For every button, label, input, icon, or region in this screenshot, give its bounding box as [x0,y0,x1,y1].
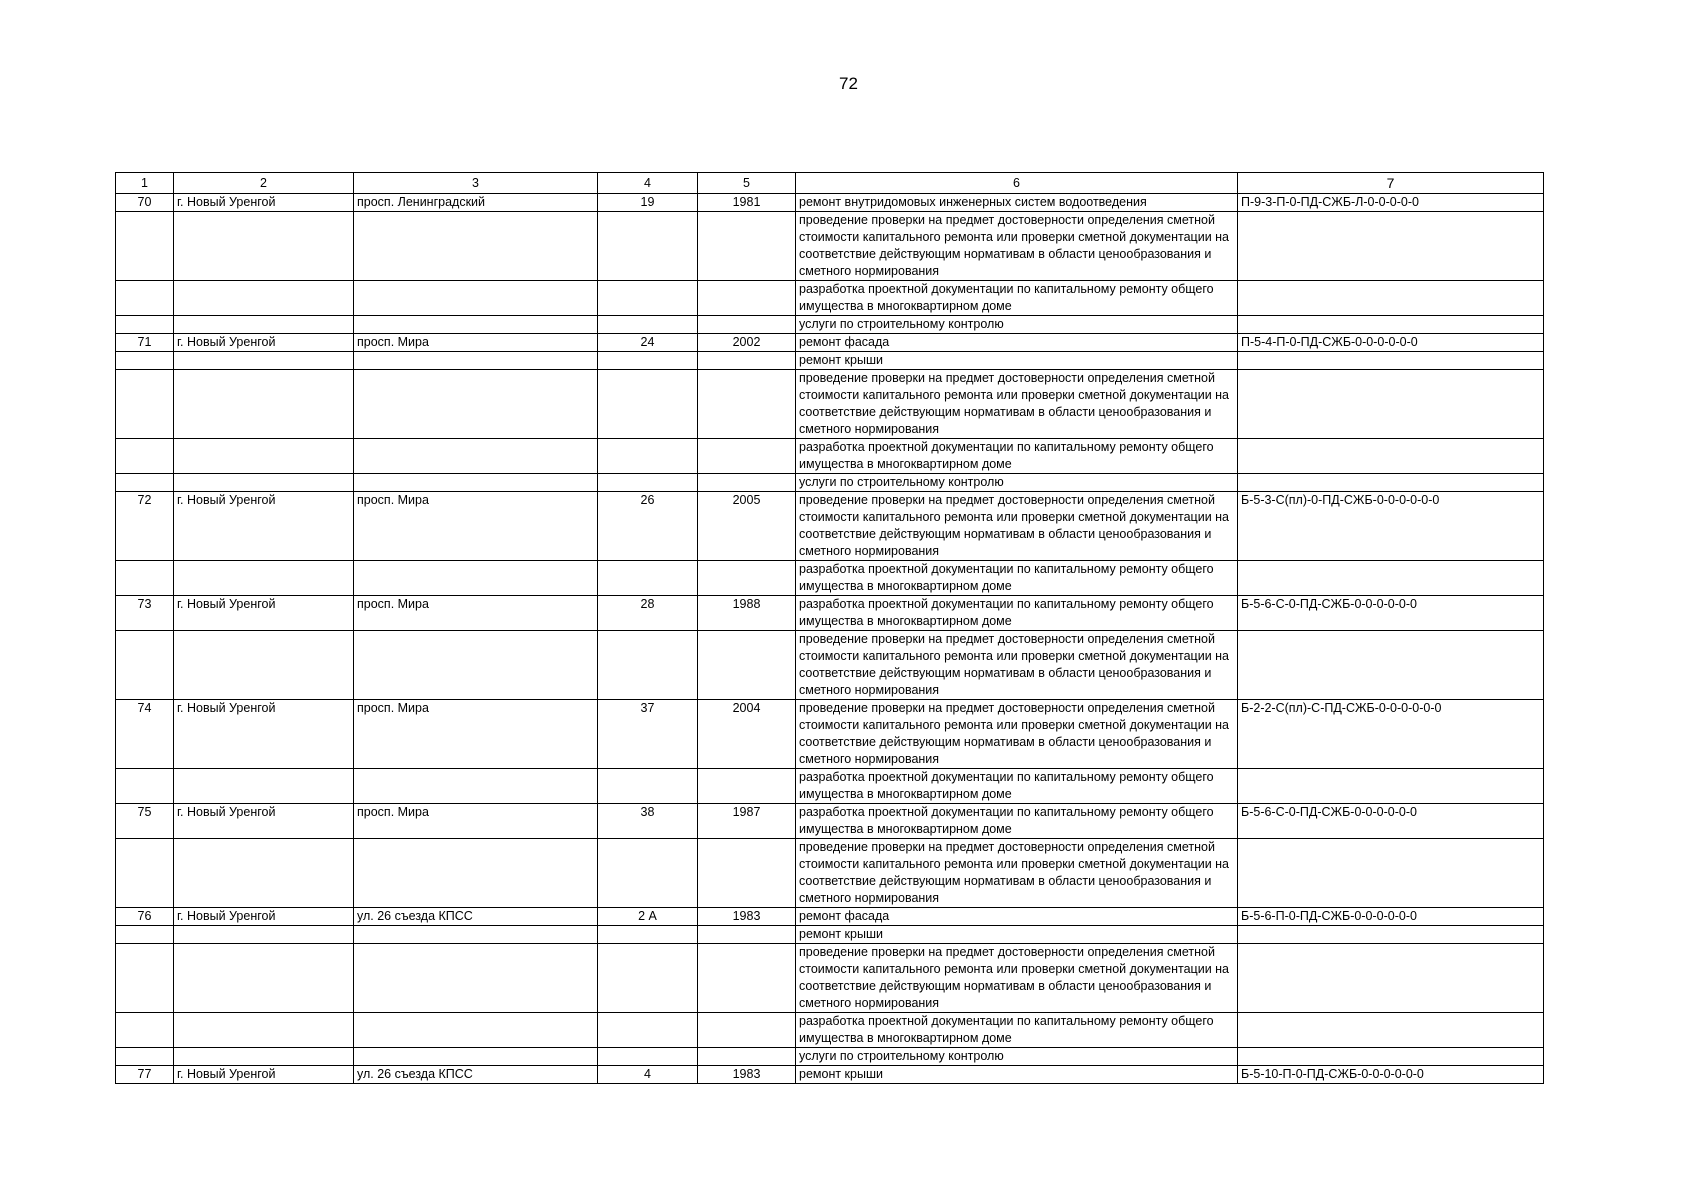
year-cell: 1988 [698,596,796,631]
year-cell: 1987 [698,804,796,839]
table-row [116,281,1544,316]
work-type-cell: разработка проектной документации по капитальному ремонту общего имущества в многоквартирном доме [796,804,1238,839]
building-code-cell: Б-2-2-С(пл)-С-ПД-СЖБ-0-0-0-0-0-0 [1238,700,1544,769]
house-number-cell [598,281,698,316]
house-number-cell: 24 [598,334,698,352]
table-row [116,194,1544,212]
street-cell: ул. 26 съезда КПСС [354,1066,598,1084]
city-cell: г. Новый Уренгой [174,334,354,352]
row-number-cell [116,1048,174,1066]
house-number-cell: 38 [598,804,698,839]
building-code-cell: П-5-4-П-0-ПД-СЖБ-0-0-0-0-0-0 [1238,334,1544,352]
street-cell [354,474,598,492]
building-code-cell [1238,839,1544,908]
house-number-cell: 19 [598,194,698,212]
city-cell [174,769,354,804]
street-cell [354,561,598,596]
house-number-cell [598,839,698,908]
row-number-cell [116,944,174,1013]
street-cell: просп. Мира [354,596,598,631]
building-code-cell: П-9-3-П-0-ПД-СЖБ-Л-0-0-0-0-0 [1238,194,1544,212]
city-cell: г. Новый Уренгой [174,596,354,631]
city-cell [174,561,354,596]
header-col-4: 4 [598,173,698,194]
building-code-cell [1238,316,1544,334]
row-number-cell [116,631,174,700]
table-row [116,631,1544,700]
street-cell [354,631,598,700]
header-col-5: 5 [698,173,796,194]
city-cell [174,1013,354,1048]
year-cell [698,474,796,492]
row-number-cell [116,439,174,474]
year-cell [698,281,796,316]
work-type-cell: услуги по строительному контролю [796,316,1238,334]
city-cell: г. Новый Уренгой [174,194,354,212]
city-cell [174,439,354,474]
work-type-cell: проведение проверки на предмет достоверности определения сметной стоимости капитального ремонта или проверки сметной документации на соответствие действующим нормативам в области ценообразования и сметного нормирования [796,700,1238,769]
city-cell [174,944,354,1013]
year-cell [698,769,796,804]
year-cell: 2004 [698,700,796,769]
row-number-cell [116,316,174,334]
table-body [116,194,1544,1084]
street-cell [354,1013,598,1048]
building-code-cell [1238,769,1544,804]
street-cell [354,352,598,370]
house-number-cell: 26 [598,492,698,561]
street-cell [354,370,598,439]
city-cell [174,839,354,908]
city-cell: г. Новый Уренгой [174,700,354,769]
row-number-cell [116,281,174,316]
header-col-7: 7 [1238,173,1544,194]
work-type-cell: проведение проверки на предмет достоверности определения сметной стоимости капитального ремонта или проверки сметной документации на соответствие действующим нормативам в области ценообразования и сметного нормирования [796,631,1238,700]
building-code-cell [1238,474,1544,492]
work-type-cell: ремонт крыши [796,926,1238,944]
row-number-cell: 70 [116,194,174,212]
house-number-cell [598,1013,698,1048]
work-type-cell: разработка проектной документации по капитальному ремонту общего имущества в многоквартирном доме [796,281,1238,316]
year-cell: 2002 [698,334,796,352]
header-col-2: 2 [174,173,354,194]
house-number-cell: 4 [598,1066,698,1084]
house-number-cell: 2 А [598,908,698,926]
row-number-cell [116,926,174,944]
row-number-cell: 77 [116,1066,174,1084]
table-row [116,352,1544,370]
work-type-cell: проведение проверки на предмет достоверности определения сметной стоимости капитального ремонта или проверки сметной документации на соответствие действующим нормативам в области ценообразования и сметного нормирования [796,212,1238,281]
house-number-cell [598,926,698,944]
house-number-cell [598,316,698,334]
house-number-cell: 37 [598,700,698,769]
row-number-cell [116,352,174,370]
year-cell [698,1013,796,1048]
city-cell [174,212,354,281]
building-code-cell: Б-5-6-П-0-ПД-СЖБ-0-0-0-0-0-0 [1238,908,1544,926]
row-number-cell [116,839,174,908]
city-cell: г. Новый Уренгой [174,492,354,561]
city-cell: г. Новый Уренгой [174,804,354,839]
city-cell [174,316,354,334]
header-col-3: 3 [354,173,598,194]
street-cell [354,769,598,804]
year-cell: 2005 [698,492,796,561]
row-number-cell [116,212,174,281]
street-cell: просп. Мира [354,700,598,769]
work-type-cell: услуги по строительному контролю [796,474,1238,492]
work-type-cell: ремонт внутридомовых инженерных систем водоотведения [796,194,1238,212]
house-number-cell [598,631,698,700]
year-cell: 1983 [698,1066,796,1084]
work-type-cell: разработка проектной документации по капитальному ремонту общего имущества в многоквартирном доме [796,439,1238,474]
row-number-cell [116,370,174,439]
work-type-cell: ремонт крыши [796,1066,1238,1084]
city-cell [174,370,354,439]
building-code-cell [1238,212,1544,281]
building-code-cell: Б-5-10-П-0-ПД-СЖБ-0-0-0-0-0-0 [1238,1066,1544,1084]
house-number-cell [598,474,698,492]
city-cell [174,631,354,700]
table-row [116,908,1544,926]
street-cell [354,212,598,281]
city-cell [174,474,354,492]
row-number-cell [116,769,174,804]
header-col-6: 6 [796,173,1238,194]
building-code-cell: Б-5-3-С(пл)-0-ПД-СЖБ-0-0-0-0-0-0 [1238,492,1544,561]
work-type-cell: разработка проектной документации по капитальному ремонту общего имущества в многоквартирном доме [796,596,1238,631]
building-code-cell: Б-5-6-С-0-ПД-СЖБ-0-0-0-0-0-0 [1238,596,1544,631]
city-cell [174,926,354,944]
building-code-cell [1238,1048,1544,1066]
street-cell: просп. Мира [354,492,598,561]
table-row [116,370,1544,439]
city-cell [174,281,354,316]
street-cell [354,839,598,908]
header-col-1: 1 [116,173,174,194]
year-cell [698,631,796,700]
work-type-cell: проведение проверки на предмет достоверности определения сметной стоимости капитального ремонта или проверки сметной документации на соответствие действующим нормативам в области ценообразования и сметного нормирования [796,370,1238,439]
street-cell [354,926,598,944]
table-row [116,804,1544,839]
year-cell [698,944,796,1013]
year-cell [698,352,796,370]
year-cell [698,561,796,596]
row-number-cell: 74 [116,700,174,769]
year-cell: 1983 [698,908,796,926]
work-type-cell: проведение проверки на предмет достоверности определения сметной стоимости капитального ремонта или проверки сметной документации на соответствие действующим нормативам в области ценообразования и сметного нормирования [796,492,1238,561]
table-row [116,839,1544,908]
house-number-cell [598,370,698,439]
row-number-cell: 71 [116,334,174,352]
building-code-cell [1238,926,1544,944]
table-row [116,212,1544,281]
row-number-cell [116,474,174,492]
street-cell: просп. Мира [354,804,598,839]
year-cell: 1981 [698,194,796,212]
row-number-cell [116,1013,174,1048]
building-code-cell: Б-5-6-С-0-ПД-СЖБ-0-0-0-0-0-0 [1238,804,1544,839]
row-number-cell [116,561,174,596]
work-type-cell: разработка проектной документации по капитальному ремонту общего имущества в многоквартирном доме [796,1013,1238,1048]
header-row [116,173,1544,194]
year-cell [698,439,796,474]
year-cell [698,316,796,334]
work-type-cell: проведение проверки на предмет достоверности определения сметной стоимости капитального ремонта или проверки сметной документации на соответствие действующим нормативам в области ценообразования и сметного нормирования [796,839,1238,908]
work-type-cell: ремонт фасада [796,334,1238,352]
table-row [116,334,1544,352]
table-row [116,492,1544,561]
table-row [116,700,1544,769]
table-row [116,439,1544,474]
table-row [116,316,1544,334]
street-cell: просп. Мира [354,334,598,352]
work-type-cell: проведение проверки на предмет достоверности определения сметной стоимости капитального ремонта или проверки сметной документации на соответствие действующим нормативам в области ценообразования и сметного нормирования [796,944,1238,1013]
building-code-cell [1238,370,1544,439]
work-type-cell: ремонт фасада [796,908,1238,926]
year-cell [698,1048,796,1066]
building-code-cell [1238,1013,1544,1048]
building-code-cell [1238,439,1544,474]
street-cell [354,316,598,334]
table-row [116,1013,1544,1048]
house-number-cell [598,1048,698,1066]
table-row [116,1066,1544,1084]
year-cell [698,839,796,908]
table-row [116,769,1544,804]
house-number-cell [598,352,698,370]
row-number-cell: 73 [116,596,174,631]
page-number: 72 [839,74,858,93]
year-cell [698,926,796,944]
table-row [116,474,1544,492]
city-cell [174,352,354,370]
street-cell [354,439,598,474]
street-cell [354,281,598,316]
city-cell [174,1048,354,1066]
street-cell: ул. 26 съезда КПСС [354,908,598,926]
house-number-cell [598,769,698,804]
house-number-cell [598,439,698,474]
building-code-cell [1238,352,1544,370]
street-cell [354,1048,598,1066]
building-code-cell [1238,944,1544,1013]
work-type-cell: разработка проектной документации по капитальному ремонту общего имущества в многоквартирном доме [796,561,1238,596]
house-number-cell [598,561,698,596]
street-cell [354,944,598,1013]
city-cell: г. Новый Уренгой [174,1066,354,1084]
repair-program-table [115,172,1544,1084]
building-code-cell [1238,281,1544,316]
building-code-cell [1238,561,1544,596]
table-row [116,926,1544,944]
table-row [116,944,1544,1013]
street-cell: просп. Ленинградский [354,194,598,212]
city-cell: г. Новый Уренгой [174,908,354,926]
table-row [116,596,1544,631]
row-number-cell: 76 [116,908,174,926]
row-number-cell: 75 [116,804,174,839]
building-code-cell [1238,631,1544,700]
row-number-cell: 72 [116,492,174,561]
house-number-cell: 28 [598,596,698,631]
work-type-cell: ремонт крыши [796,352,1238,370]
year-cell [698,370,796,439]
year-cell [698,212,796,281]
table-row [116,1048,1544,1066]
house-number-cell [598,212,698,281]
work-type-cell: услуги по строительному контролю [796,1048,1238,1066]
work-type-cell: разработка проектной документации по капитальному ремонту общего имущества в многоквартирном доме [796,769,1238,804]
table-row [116,561,1544,596]
house-number-cell [598,944,698,1013]
